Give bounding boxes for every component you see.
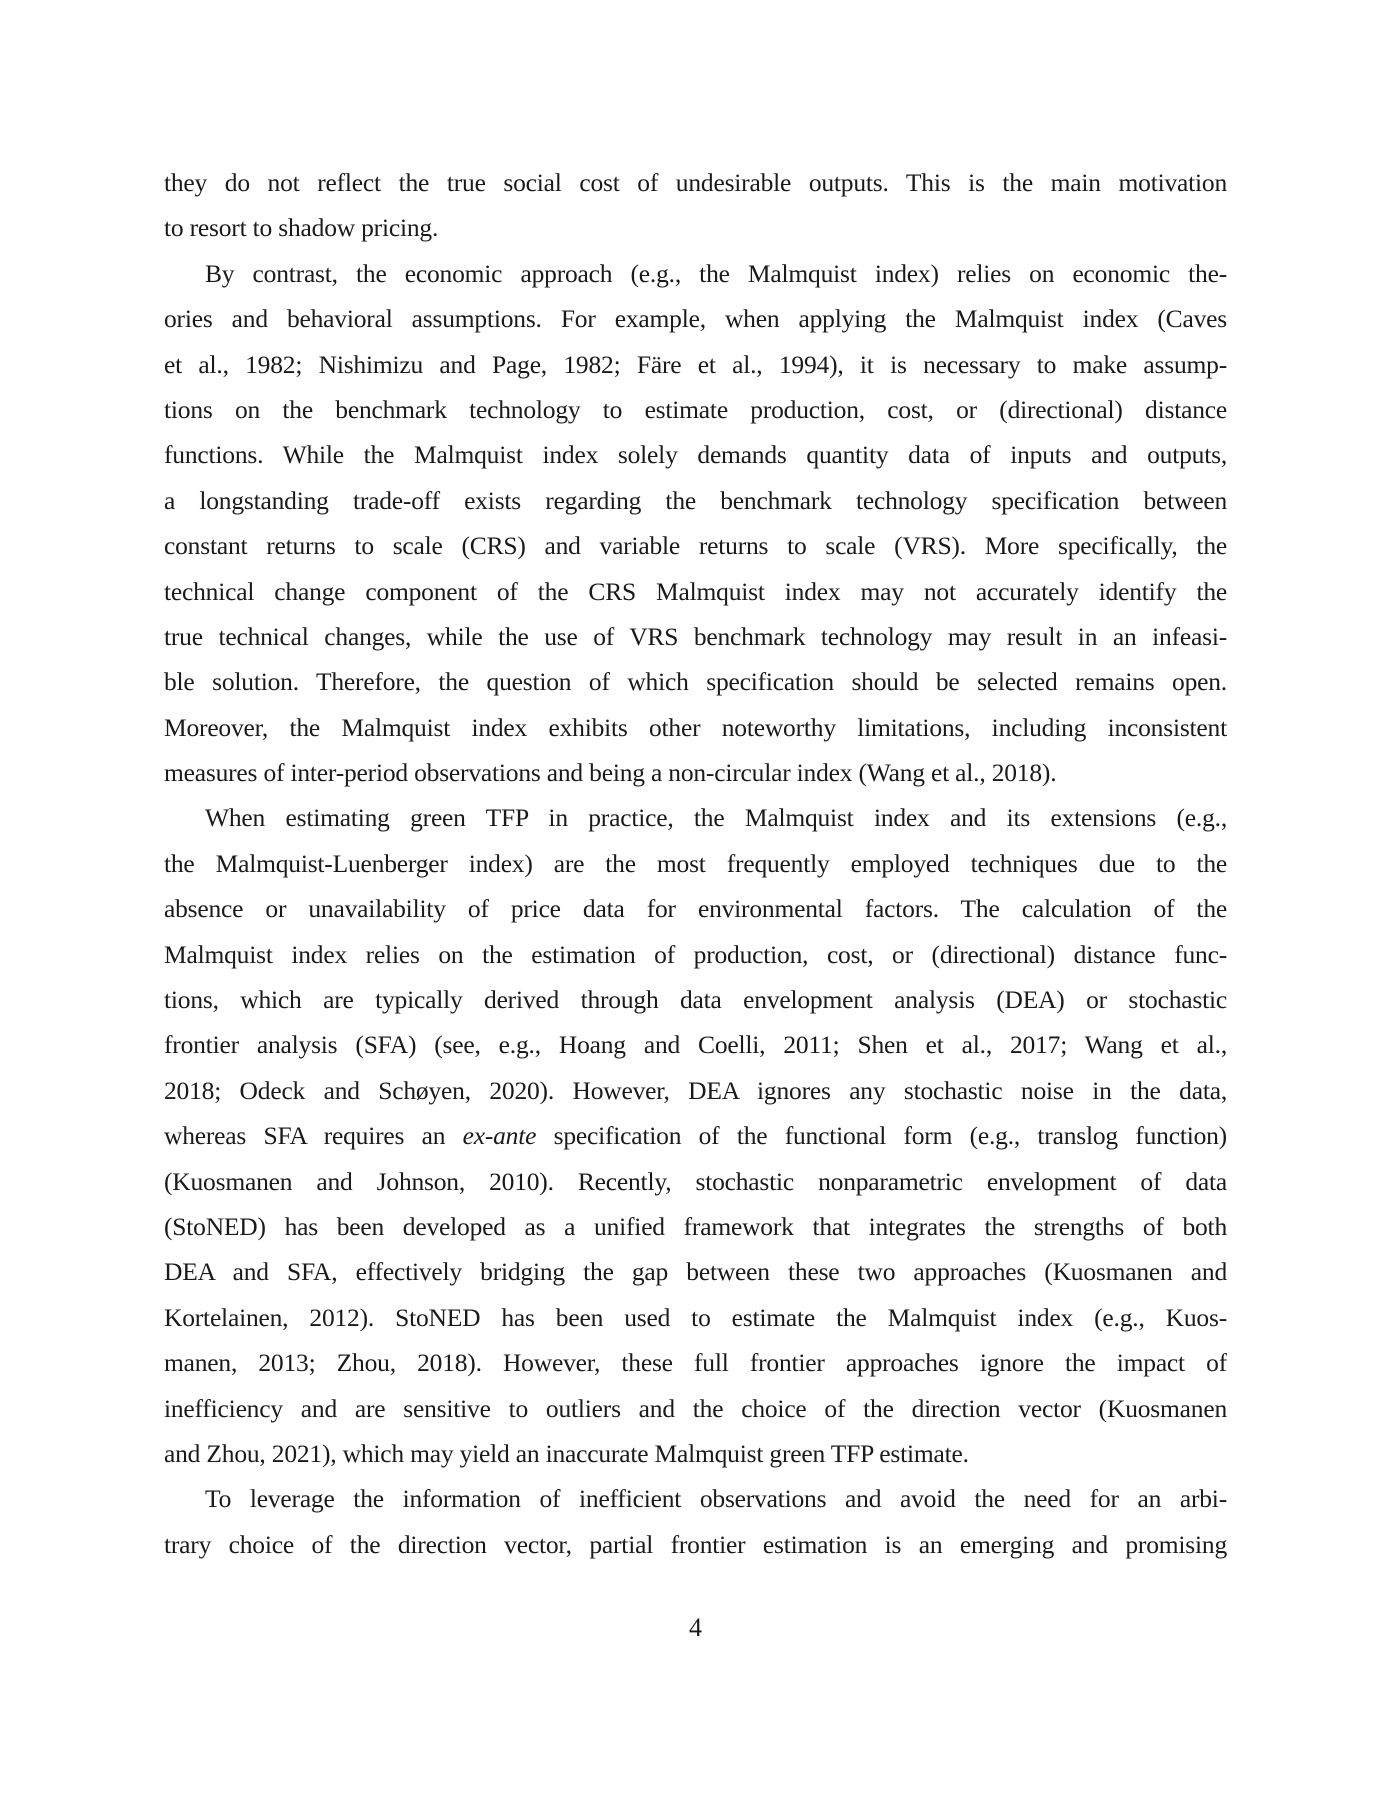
text-line: tions on the benchmark technology to estimate production, cost, or (directional) distance <box>164 394 1227 424</box>
text-line: Moreover, the Malmquist index exhibits other noteworthy limitations, including inconsistent <box>164 712 1227 742</box>
text-line: By contrast, the economic approach (e.g., the Malmquist index) relies on economic the- <box>205 258 1227 288</box>
text-line: (Kuosmanen and Johnson, 2010). Recently, stochastic nonparametric envelopment of data <box>164 1166 1227 1196</box>
text-line: ble solution. Therefore, the question of which specification should be selected remains open. <box>164 667 1227 697</box>
text-line: To leverage the information of inefficient observations and avoid the need for an arbi- <box>205 1484 1227 1514</box>
text-block <box>164 160 1227 1567</box>
text-line: DEA and SFA, effectively bridging the gap between these two approaches (Kuosmanen and <box>164 1257 1227 1287</box>
text-line: tions, which are typically derived through data envelopment analysis (DEA) or stochastic <box>164 985 1227 1015</box>
text-line: et al., 1982; Nishimizu and Page, 1982; Färe et al., 1994), it is necessary to make assump- <box>164 349 1227 379</box>
text-line: true technical changes, while the use of VRS benchmark technology may result in an infeasi- <box>164 621 1227 651</box>
text-line: they do not reflect the true social cost of undesirable outputs. This is the main motivation <box>164 168 1227 197</box>
text-line: 2018; Odeck and Schøyen, 2020). However, DEA ignores any stochastic noise in the data, <box>164 1075 1227 1105</box>
text-line: (StoNED) has been developed as a unified framework that integrates the strengths of both <box>164 1211 1227 1241</box>
text-line: a longstanding trade-off exists regarding the benchmark technology specification between <box>164 485 1227 515</box>
italic-text: ex-ante <box>462 1121 537 1151</box>
paragraph <box>164 251 1227 796</box>
text-line: absence or unavailability of price data for environmental factors. The calculation of the <box>164 894 1227 924</box>
text-line: Kortelainen, 2012). StoNED has been used to estimate the Malmquist index (e.g., Kuos- <box>164 1302 1227 1332</box>
text-line: manen, 2013; Zhou, 2018). However, these full frontier approaches ignore the impact of <box>164 1348 1227 1378</box>
page-number: 4 <box>689 1613 702 1642</box>
paragraph <box>164 160 1227 251</box>
text-line: technical change component of the CRS Malmquist index may not accurately identify the <box>164 576 1227 606</box>
paragraph <box>164 1476 1227 1567</box>
text-line: Malmquist index relies on the estimation of production, cost, or (directional) distance func- <box>164 939 1227 969</box>
text-line: and Zhou, 2021), which may yield an inaccurate Malmquist green TFP estimate. <box>164 1438 969 1468</box>
text-line: inefficiency and are sensitive to outliers and the choice of the direction vector (Kuosmanen <box>164 1393 1227 1423</box>
text-line: the Malmquist-Luenberger index) are the most frequently employed techniques due to the <box>164 848 1227 878</box>
text-line: frontier analysis (SFA) (see, e.g., Hoang and Coelli, 2011; Shen et al., 2017; Wang et al., <box>164 1030 1227 1060</box>
text-line: functions. While the Malmquist index solely demands quantity data of inputs and outputs, <box>164 440 1227 470</box>
text-line: constant returns to scale (CRS) and variable returns to scale (VRS). More specifically, the <box>164 531 1227 561</box>
text-line: ories and behavioral assumptions. For example, when applying the Malmquist index (Caves <box>164 304 1227 334</box>
text-segment: specification of the functional form (e.g., translog function) <box>536 1121 1227 1151</box>
text-line: measures of inter-period observations and being a non-circular index (Wang et al., 2018). <box>164 758 1057 788</box>
text-line: to resort to shadow pricing. <box>164 213 439 243</box>
text-line: When estimating green TFP in practice, the Malmquist index and its extensions (e.g., <box>205 803 1227 833</box>
paragraph <box>164 795 1227 1476</box>
text-line: trary choice of the direction vector, partial frontier estimation is an emerging and promising <box>164 1529 1227 1559</box>
text-line <box>164 1113 1227 1158</box>
text-segment: whereas SFA requires an <box>164 1121 463 1151</box>
